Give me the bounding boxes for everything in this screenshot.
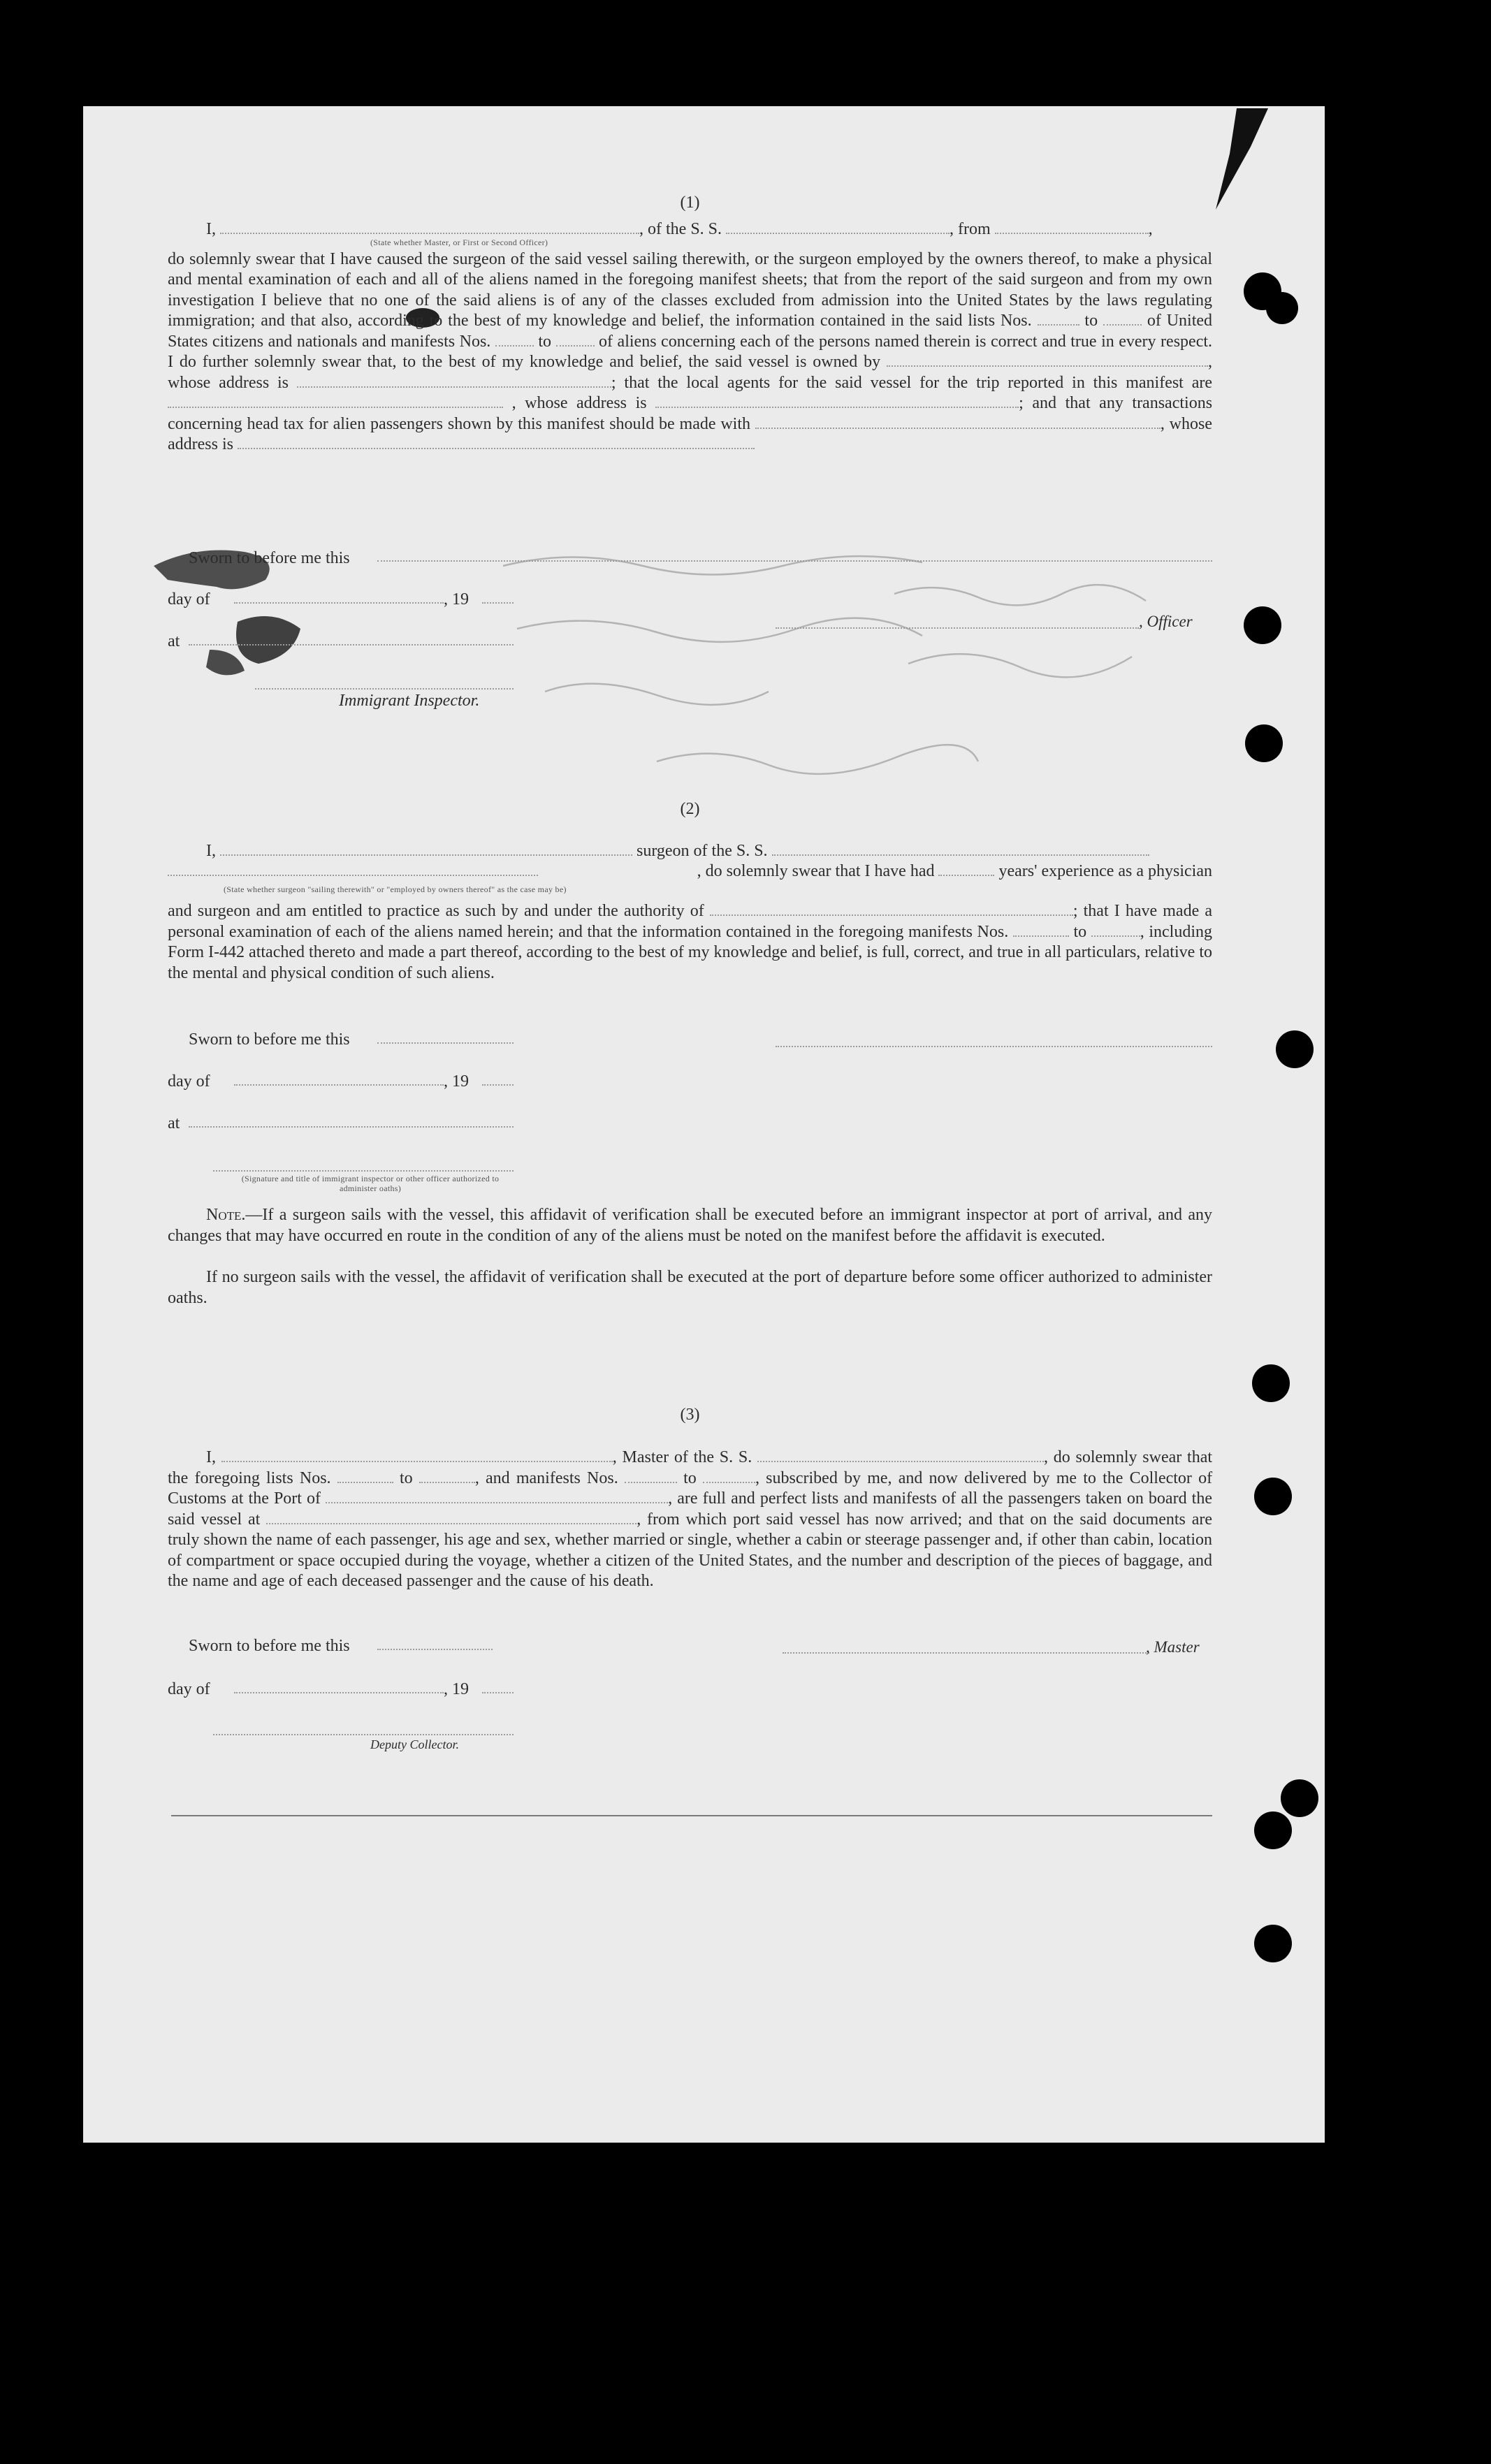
bottom-rule <box>171 1815 1212 1816</box>
at-line[interactable] <box>189 1126 514 1128</box>
section-number: (2) <box>680 800 700 818</box>
manifest-from-field[interactable] <box>495 333 534 347</box>
s3-manifest-to[interactable] <box>703 1469 755 1483</box>
master-intro-line: I, , of the S. S. , from , <box>206 220 1153 238</box>
s2-manifest-to[interactable] <box>1091 923 1140 937</box>
year-label: , 19 <box>444 1072 469 1091</box>
punch-hole <box>1254 1811 1292 1849</box>
punch-hole <box>1281 1779 1318 1817</box>
inspector-label: Immigrant Inspector. <box>339 692 480 710</box>
collector-label: Deputy Collector. <box>370 1737 459 1751</box>
day-of-line[interactable] <box>234 1084 444 1086</box>
officer-note: (State whether Master, or First or Second Officer) <box>370 237 548 247</box>
agents-address-field[interactable] <box>655 394 1019 408</box>
authority-field[interactable] <box>710 902 1073 916</box>
day-of-label: day of <box>168 1072 210 1091</box>
s3-manifest-from[interactable] <box>625 1469 677 1483</box>
sworn-label: Sworn to before me this <box>189 549 350 567</box>
agents-field[interactable] <box>168 394 503 408</box>
surgeon-intro: I, surgeon of the S. S. <box>168 842 1212 861</box>
year-line[interactable] <box>482 602 514 604</box>
section-number: (1) <box>680 194 700 212</box>
surgeon-status-field[interactable] <box>168 862 538 876</box>
punch-hole <box>1252 1364 1290 1402</box>
head-tax-field[interactable] <box>755 415 1161 429</box>
section-1-body: do solemnly swear that I have caused the surgeon of the said vessel sailing therewith, or the surgeon employed by the owners thereof, to make a physical and mental examination of each and all of the aliens named in the foregoing manifest sheets; that from the report of the said surgeon and from my own investigation I believe that no one of the said aliens is of any of the classes excluded from admission into the United States by the laws regulating immigration; and that also, according to the best of my knowledge and belief, the information contained in the said lists Nos. to of United States citizens and nationals and manifests Nos. to of aliens concerning each of the persons named therein is correct and true in every respect. I do further solemnly swear that, to the best of my knowledge and belief, the said vessel is owned by , whose address is ; that the local agents for the said vessel for the trip reported in this manifest are , whose address is ; and that any transactions concerning head tax for alien passengers shown by this manifest should be made with , whose address is <box>168 249 1213 453</box>
punch-hole <box>1254 1925 1292 1962</box>
s3-vessel-field[interactable] <box>757 1448 1044 1462</box>
punch-hole <box>1245 724 1283 762</box>
officer-label: , Officer <box>1139 613 1193 630</box>
faded-handwriting <box>489 552 1153 817</box>
master-name-field[interactable] <box>221 1448 613 1462</box>
s2-manifest-from[interactable] <box>1013 923 1069 937</box>
at-label: at <box>168 1114 180 1132</box>
punch-hole <box>1276 1030 1314 1068</box>
surgeon-note-paragraph: Note.—If a surgeon sails with the vessel, this affidavit of verification shall be executed before an immigrant inspector at port of arrival, and any changes that may have occurred en route in the condition of any of the aliens must be noted on the manifest before the affidavit is executed. <box>168 1206 1212 1245</box>
head-tax-address-field[interactable] <box>238 435 755 449</box>
owner-field[interactable] <box>887 353 1208 367</box>
year-line[interactable] <box>482 1692 514 1693</box>
departure-port-field[interactable] <box>995 220 1149 234</box>
oath-officer-line[interactable] <box>213 1170 514 1172</box>
vessel-name-field[interactable] <box>726 220 950 234</box>
year-label: , 19 <box>444 590 469 608</box>
punch-hole <box>1244 606 1281 644</box>
year-label: , 19 <box>444 1680 469 1698</box>
day-of-label: day of <box>168 1680 210 1698</box>
affidavit-section-1 <box>168 194 1212 455</box>
master-label: , Master <box>1146 1638 1200 1656</box>
s3-list-to[interactable] <box>419 1469 475 1483</box>
day-of-line[interactable] <box>234 602 444 604</box>
section-2-body: and surgeon and am entitled to practice as such by and under the authority of ; that I have made a personal examination of each of the aliens named herein; and that the information contained in the foregoing manifests Nos. to , including Form I-442 attached thereto and made a part thereof, according to the best of my knowledge and belief, is full, correct, and true in all particulars, relative to the mental and physical condition of such aliens. <box>168 902 1213 982</box>
surgeon-signature-line[interactable] <box>776 1046 1212 1047</box>
punch-hole <box>1254 1478 1292 1515</box>
punch-hole <box>1266 292 1298 324</box>
master-signature-line[interactable] <box>783 1652 1149 1654</box>
collector-line[interactable] <box>213 1734 514 1735</box>
manifest-to-field[interactable] <box>556 333 595 347</box>
day-of-label: day of <box>168 590 210 608</box>
s3-list-from[interactable] <box>337 1469 393 1483</box>
section-number: (3) <box>680 1406 700 1424</box>
arrival-port-field[interactable] <box>326 1489 668 1503</box>
surgeon-name-field[interactable] <box>220 842 632 856</box>
year-line[interactable] <box>482 1084 514 1086</box>
no-surgeon-paragraph: If no surgeon sails with the vessel, the affidavit of verification shall be executed at the port of departure before some officer authorized to administer oaths. <box>168 1268 1212 1307</box>
inspector-line[interactable] <box>255 688 514 690</box>
officer-name-field[interactable] <box>220 220 639 234</box>
surgeon-note: (State whether surgeon "sailing therewith" or "employed by owners thereof" as the case may be) <box>224 884 567 894</box>
officer-signature-line[interactable] <box>776 627 1139 629</box>
day-of-line[interactable] <box>234 1692 444 1693</box>
embark-port-field[interactable] <box>266 1510 637 1524</box>
section-3-body: I, , Master of the S. S. , do solemnly swear that the foregoing lists Nos. to , and manifests Nos. to , subscribed by me, and now delivered by me to the Collector of Customs at the Port of , are full and perfect lists and manifests of all the passengers taken on board the said vessel at , from which port said vessel has now arrived; and that on the said documents are truly shown the name of each passenger, his age and sex, whether married or single, whether a cabin or steerage passenger and, if other than cabin, location of compartment or space occupied during the voyage, whether a citizen of the United States, and the number and description of the pieces of baggage, and the name and age of each deceased passenger and the cause of his death. <box>168 1448 1213 1590</box>
sworn-line[interactable] <box>377 1649 493 1650</box>
at-label: at <box>168 632 180 650</box>
years-field[interactable] <box>938 862 994 876</box>
at-line[interactable] <box>189 644 514 646</box>
surgeon-swear-line: , do solemnly swear that I have had years' experience as a physician <box>168 862 1212 881</box>
surgeon-vessel-field[interactable] <box>772 842 1149 856</box>
sworn-line[interactable] <box>377 1042 514 1044</box>
sworn-label: Sworn to before me this <box>189 1030 350 1049</box>
list-from-field[interactable] <box>1038 312 1079 326</box>
oath-officer-note: (Signature and title of immigrant inspector or other officer authorized to administer oaths) <box>241 1174 500 1193</box>
sworn-label: Sworn to before me this <box>189 1637 350 1655</box>
ink-stain <box>140 517 321 685</box>
list-to-field[interactable] <box>1103 312 1142 326</box>
owner-address-field[interactable] <box>297 374 611 388</box>
sworn-line[interactable] <box>377 560 1212 562</box>
